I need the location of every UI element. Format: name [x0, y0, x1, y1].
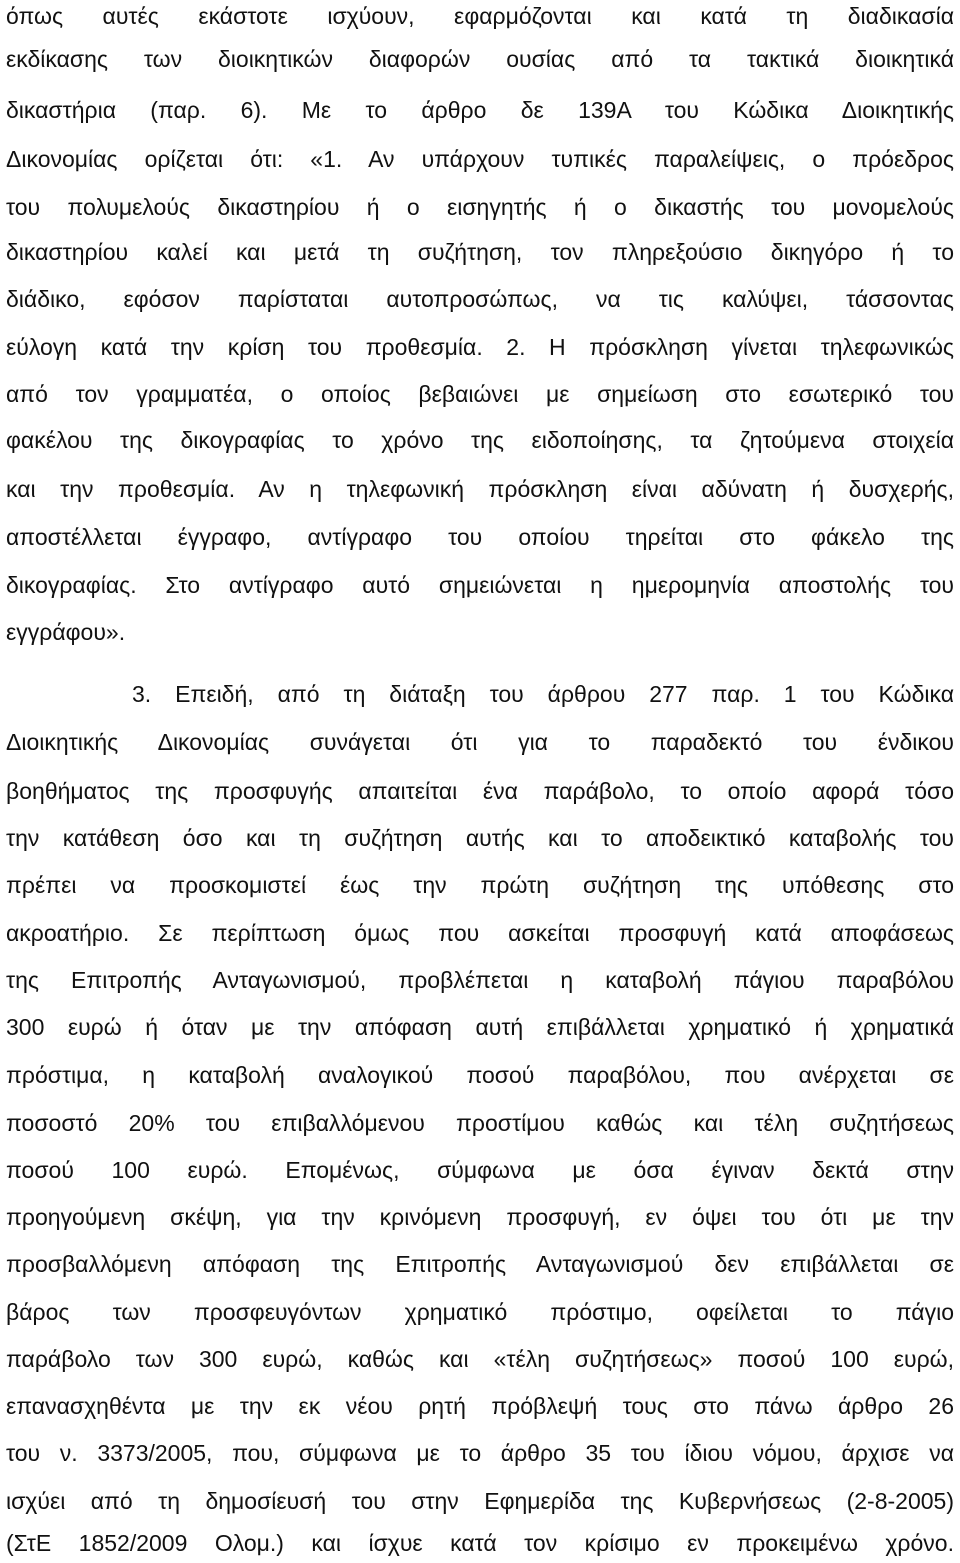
text-line: 300 ευρώ ή όταν με την απόφαση αυτή επιβάλλεται χρηματικό ή χρηματικά — [6, 1014, 954, 1040]
text-line: προσβαλλόμενη απόφαση της Επιτροπής Ανταγωνισμού δεν επιβάλλεται σε — [6, 1251, 954, 1277]
text-line: ισχύει από τη δημοσίευσή του στην Εφημερίδα της Κυβερνήσεως (2-8-2005) — [6, 1488, 954, 1514]
text-line: την κατάθεση όσο και τη συζήτηση αυτής και το αποδεικτικό καταβολής του — [6, 825, 954, 851]
text-line: δικογραφίας. Στο αντίγραφο αυτό σημειώνεται η ημερομηνία αποστολής του — [6, 572, 954, 598]
text-line: παράβολο των 300 ευρώ, καθώς και «τέλη συζητήσεως» ποσού 100 ευρώ, — [6, 1346, 954, 1372]
text-line: εκδίκασης των διοικητικών διαφορών ουσίας από τα τακτικά διοικητικά — [6, 46, 954, 72]
text-line: όπως αυτές εκάστοτε ισχύουν, εφαρμόζονται και κατά τη διαδικασία — [6, 3, 954, 29]
paragraph-first-line: 3. Επειδή, από τη διάταξη του άρθρου 277 παρ. 1 του Κώδικα — [132, 681, 954, 707]
text-line: (ΣτΕ 1852/2009 Ολομ.) και ίσχυε κατά τον κρίσιμο εν προκειμένω χρόνο. — [6, 1530, 954, 1556]
text-line: του ν. 3373/2005, που, σύμφωνα με το άρθρο 35 του ίδιου νόμου, άρχισε να — [6, 1440, 954, 1466]
text-line: Διοικητικής Δικονομίας συνάγεται ότι για το παραδεκτό του ένδικου — [6, 729, 954, 755]
text-line: εγγράφου». — [6, 619, 126, 645]
text-line: ποσού 100 ευρώ. Επομένως, σύμφωνα με όσα έγιναν δεκτά στην — [6, 1157, 954, 1183]
text-line: Δικονομίας ορίζεται ότι: «1. Αν υπάρχουν τυπικές παραλείψεις, ο πρόεδρος — [6, 146, 954, 172]
text-line: διάδικο, εφόσον παρίσταται αυτοπροσώπως, να τις καλύψει, τάσσοντας — [6, 286, 954, 312]
text-line: εύλογη κατά την κρίση του προθεσμία. 2. Η πρόσκληση γίνεται τηλεφωνικώς — [6, 334, 954, 360]
text-line: του πολυμελούς δικαστηρίου ή ο εισηγητής ή ο δικαστής του μονομελούς — [6, 194, 954, 220]
text-line: βοηθήματος της προσφυγής απαιτείται ένα παράβολο, το οποίο αφορά τόσο — [6, 778, 954, 804]
text-line: ποσοστό 20% του επιβαλλόμενου προστίμου καθώς και τέλη συζητήσεως — [6, 1110, 954, 1136]
text-line: αποστέλλεται έγγραφο, αντίγραφο του οποίου τηρείται στο φάκελο της — [6, 524, 954, 550]
text-line: πρέπει να προσκομιστεί έως την πρώτη συζήτηση της υπόθεσης στο — [6, 872, 954, 898]
text-line: βάρος των προσφευγόντων χρηματικό πρόστιμο, οφείλεται το πάγιο — [6, 1299, 954, 1325]
text-line: φακέλου της δικογραφίας το χρόνο της ειδοποίησης, τα ζητούμενα στοιχεία — [6, 427, 954, 453]
text-line: ακροατήριο. Σε περίπτωση όμως που ασκείται προσφυγή κατά αποφάσεως — [6, 920, 954, 946]
text-line: πρόστιμα, η καταβολή αναλογικού ποσού παραβόλου, που ανέρχεται σε — [6, 1062, 954, 1088]
text-line: επανασχηθέντα με την εκ νέου ρητή πρόβλεψή τους στο πάνω άρθρο 26 — [6, 1393, 954, 1419]
text-line: από τον γραμματέα, ο οποίος βεβαιώνει με σημείωση στο εσωτερικό του — [6, 381, 954, 407]
text-line: δικαστηρίου καλεί και μετά τη συζήτηση, τον πληρεξούσιο δικηγόρο ή το — [6, 239, 954, 265]
text-line: της Επιτροπής Ανταγωνισμού, προβλέπεται η καταβολή πάγιου παραβόλου — [6, 967, 954, 993]
text-line: προηγούμενη σκέψη, για την κρινόμενη προσφυγή, εν όψει του ότι με την — [6, 1204, 954, 1230]
text-line: δικαστήρια (παρ. 6). Με το άρθρο δε 139Α του Κώδικα Διοικητικής — [6, 97, 954, 123]
text-line: και την προθεσμία. Αν η τηλεφωνική πρόσκληση είναι αδύνατη ή δυσχερής, — [6, 476, 954, 502]
